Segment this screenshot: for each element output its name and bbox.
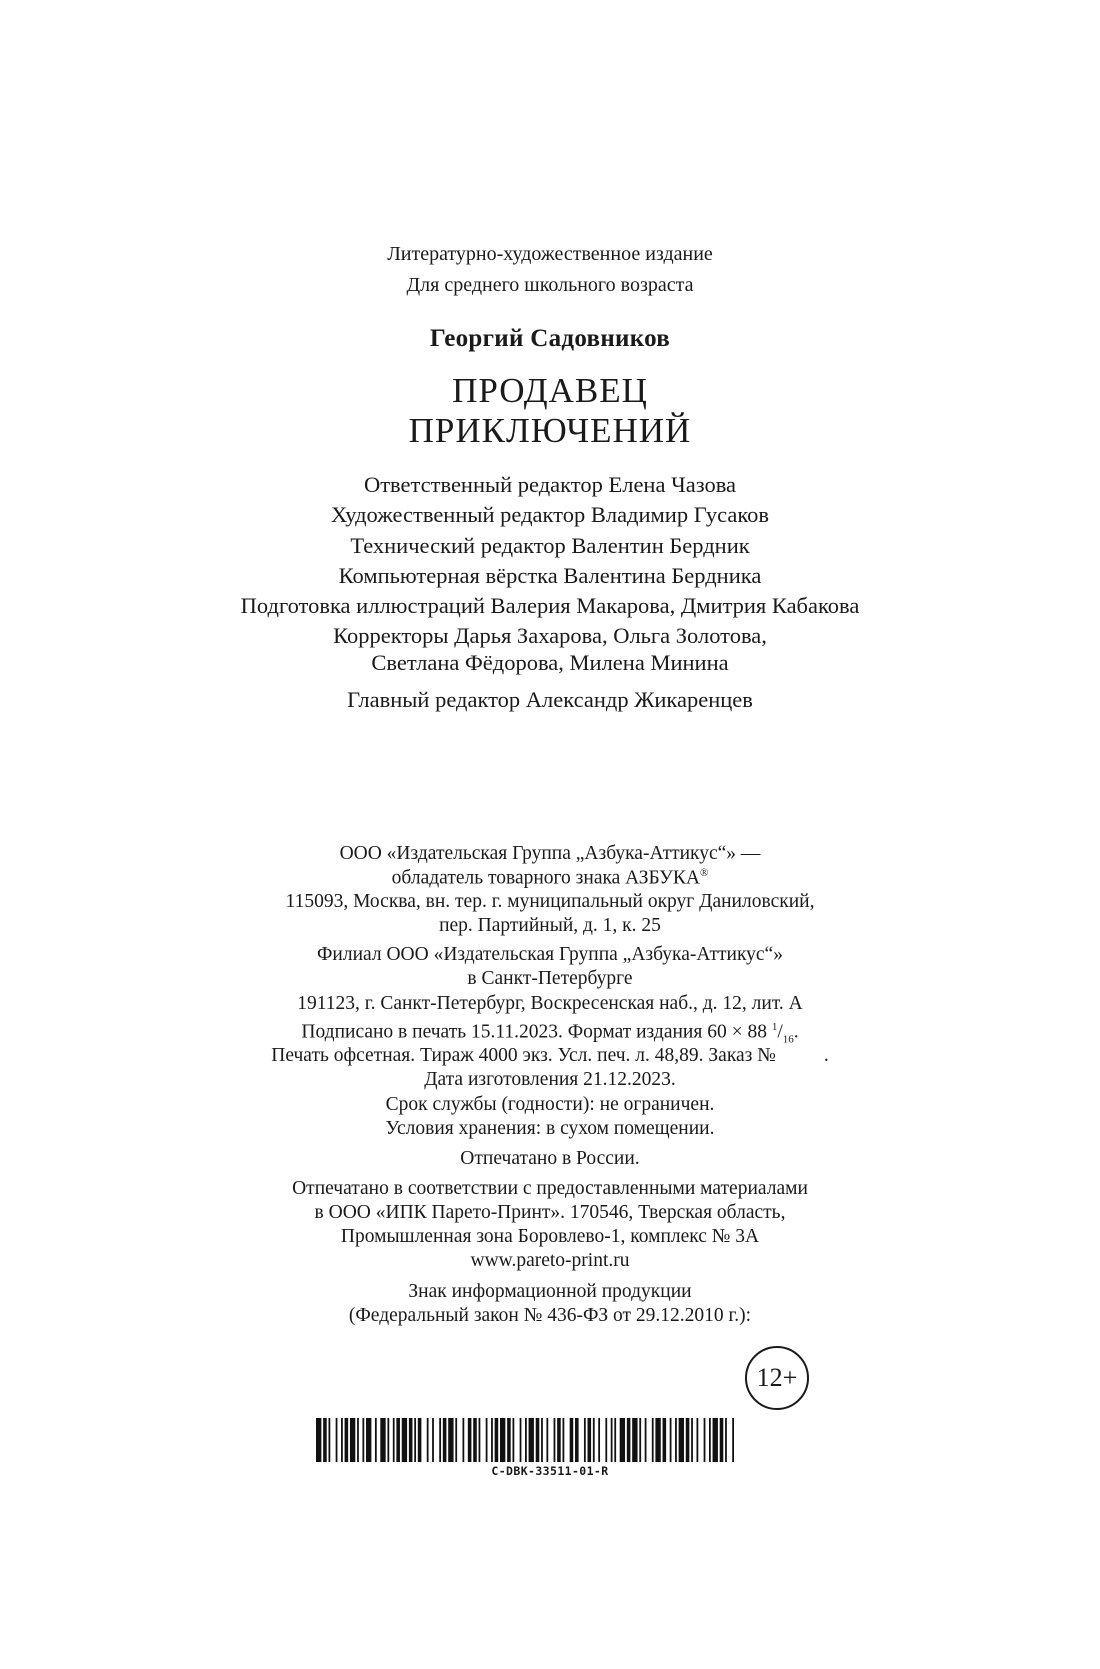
barcode-bar	[536, 1418, 540, 1462]
barcode-bar	[639, 1418, 641, 1462]
publisher-line-1: ООО «Издательская Группа „Азбука-Аттикус“» —	[339, 843, 761, 864]
credit-chief-editor: Главный редактор Александр Жикаренцев	[347, 687, 753, 712]
credit-proofreaders-2: Светлана Фёдорова, Милена Минина	[371, 650, 729, 675]
barcode-bar	[588, 1418, 592, 1462]
barcode-bar	[396, 1418, 400, 1462]
barcode-bar	[366, 1418, 371, 1462]
format-period: .	[793, 1021, 799, 1043]
format-fraction-separator: /	[777, 1021, 783, 1043]
registered-trademark-mark: ®	[699, 867, 709, 879]
barcode-bar	[507, 1418, 511, 1462]
branch-line-1: Филиал ООО «Издательская Группа „Азбука-Аттикус“»	[317, 944, 783, 965]
barcode-label: C-DBK-33511-01-R	[491, 1464, 609, 1478]
format-fraction-numerator: 1	[771, 1021, 778, 1033]
barcode-bar	[652, 1418, 654, 1462]
barcode	[316, 1418, 734, 1462]
barcode-bar	[655, 1418, 660, 1462]
age-rating-badge: 12+	[745, 1346, 809, 1410]
info-sign-line-2: (Федеральный закон № 436-ФЗ от 29.12.2010 г.):	[348, 1305, 752, 1326]
credit-responsible-editor: Ответственный редактор Елена Чазова	[363, 472, 737, 497]
barcode-bar	[632, 1418, 637, 1462]
publisher-line-2	[0, 867, 1100, 890]
barcode-bar	[468, 1418, 472, 1462]
barcode-bar	[491, 1418, 493, 1462]
barcode-bar	[709, 1418, 711, 1462]
barcode-bar	[350, 1418, 355, 1462]
barcode-bar	[691, 1418, 693, 1462]
barcode-bar	[541, 1418, 543, 1462]
credit-illustrations: Подготовка иллюстраций Валерия Макарова, Дмитрия Кабакова	[240, 593, 860, 618]
barcode-bar	[686, 1418, 690, 1462]
barcode-bar	[418, 1418, 422, 1462]
barcode-bar	[704, 1418, 706, 1462]
publisher-line-3: 115093, Москва, вн. тер. г. муниципальный округ Даниловский,	[285, 891, 815, 912]
format-fraction-denominator: 16	[782, 1033, 794, 1046]
barcode-bar	[329, 1418, 331, 1462]
barcode-bar	[387, 1418, 389, 1462]
barcode-bar	[554, 1418, 556, 1462]
barcode-bar	[316, 1418, 321, 1462]
barcode-bar	[409, 1418, 413, 1462]
audience: Для среднего школьного возраста	[406, 274, 694, 296]
printer-line-3: Промышленная зона Боровлево-1, комплекс № 3А	[340, 1226, 760, 1247]
barcode-bar	[696, 1418, 698, 1462]
barcode-bar	[563, 1418, 565, 1462]
barcode-bar	[323, 1418, 327, 1462]
barcode-bar	[670, 1418, 672, 1462]
barcode-bar	[611, 1418, 613, 1462]
info-sign-line-1: Знак информационной продукции	[408, 1281, 692, 1302]
printer-line-2: в ООО «ИПК Парето-Принт». 170546, Тверская область,	[314, 1202, 786, 1223]
barcode-bar	[520, 1418, 522, 1462]
barcode-bar	[732, 1418, 734, 1462]
order-number-end: .	[823, 1045, 829, 1066]
barcode-bar	[393, 1418, 395, 1462]
barcode-bar	[513, 1418, 515, 1462]
barcode-bar	[336, 1418, 338, 1462]
barcode-bar	[575, 1418, 579, 1462]
barcode-bar	[557, 1418, 561, 1462]
print-details-line	[0, 1045, 1100, 1067]
print-details-text: Печать офсетная. Тираж 4000 экз. Усл. печ. л. 48,89. Заказ №	[271, 1045, 776, 1066]
barcode-bar	[341, 1418, 343, 1462]
barcode-bar	[495, 1418, 499, 1462]
book-title-line-1: ПРОДАВЕЦ	[452, 371, 648, 410]
barcode-bar	[357, 1418, 359, 1462]
barcode-bar	[720, 1418, 724, 1462]
barcode-bar	[375, 1418, 377, 1462]
barcode-bar	[479, 1418, 481, 1462]
barcode-bar	[432, 1418, 434, 1462]
barcode-bar	[455, 1418, 457, 1462]
barcode-bar	[402, 1418, 407, 1462]
barcode-bar	[614, 1418, 616, 1462]
barcode-bar	[500, 1418, 505, 1462]
barcode-bar	[486, 1418, 488, 1462]
barcode-bar	[443, 1418, 447, 1462]
barcode-bar	[345, 1418, 349, 1462]
barcode-bar	[620, 1418, 625, 1462]
printer-website: www.pareto-print.ru	[470, 1250, 630, 1271]
printer-line-1: Отпечатано в соответствии с предоставленными материалами	[292, 1178, 808, 1199]
barcode-bar	[679, 1418, 684, 1462]
storage-conditions: Условия хранения: в сухом помещении.	[385, 1118, 715, 1139]
manufacture-date: Дата изготовления 21.12.2023.	[424, 1069, 676, 1090]
barcode-bar	[675, 1418, 677, 1462]
barcode-bar	[427, 1418, 429, 1462]
barcode-bar	[448, 1418, 453, 1462]
barcode-bar	[598, 1418, 600, 1462]
barcode-bar	[380, 1418, 385, 1462]
barcode-bar	[414, 1418, 416, 1462]
barcode-bar	[473, 1418, 477, 1462]
barcode-bar	[627, 1418, 631, 1462]
publisher-line-4: пер. Партийный, д. 1, к. 25	[439, 915, 661, 936]
barcode-bar	[362, 1418, 364, 1462]
edition-type: Литературно-художественное издание	[387, 243, 713, 265]
barcode-bar	[439, 1418, 441, 1462]
barcode-bar	[525, 1418, 527, 1462]
barcode-bar	[546, 1418, 548, 1462]
barcode-bar	[645, 1418, 647, 1462]
barcode-bar	[713, 1418, 718, 1462]
barcode-bar	[593, 1418, 595, 1462]
branch-line-3: 191123, г. Санкт-Петербург, Воскресенская наб., д. 12, лит. А	[297, 993, 803, 1014]
credit-tech-editor: Технический редактор Валентин Бердник	[350, 533, 750, 558]
credit-proofreaders-1: Корректоры Дарья Захарова, Ольга Золотова,	[333, 623, 767, 648]
barcode-bar	[462, 1418, 464, 1462]
barcode-bar	[570, 1418, 574, 1462]
branch-line-2: в Санкт-Петербурге	[467, 968, 633, 989]
publisher-trademark-text: обладатель товарного знака АЗБУКА	[391, 867, 700, 889]
barcode-bar	[529, 1418, 534, 1462]
print-signed-text: Подписано в печать 15.11.2023. Формат издания 60 × 88	[301, 1021, 772, 1043]
print-signed-line	[0, 1021, 1100, 1045]
credit-art-editor: Художественный редактор Владимир Гусаков	[330, 502, 770, 527]
book-title-line-2: ПРИКЛЮЧЕНИЙ	[408, 411, 692, 450]
author-name: Георгий Садовников	[429, 325, 671, 352]
barcode-bar	[584, 1418, 586, 1462]
barcode-bar	[663, 1418, 667, 1462]
printed-in-russia: Отпечатано в России.	[460, 1148, 640, 1169]
barcode-bar	[725, 1418, 727, 1462]
credit-layout: Компьютерная вёрстка Валентина Бердника	[338, 563, 762, 588]
barcode-bar	[605, 1418, 607, 1462]
shelf-life: Срок службы (годности): не ограничен.	[385, 1094, 715, 1115]
